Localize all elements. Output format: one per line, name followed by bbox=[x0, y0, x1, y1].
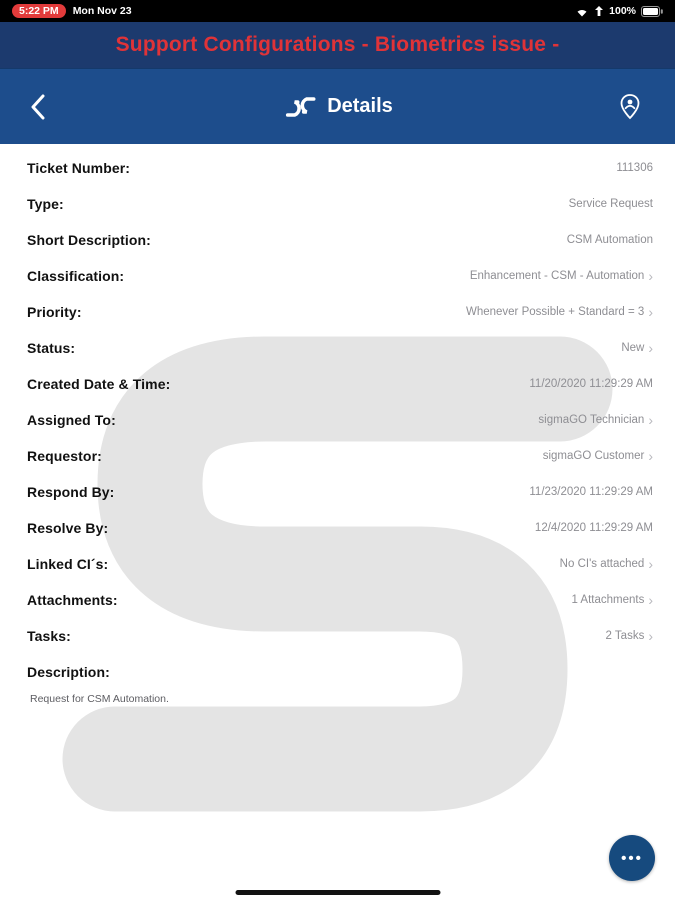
brand-logo-icon bbox=[282, 94, 318, 120]
field-row[interactable] bbox=[0, 294, 675, 330]
chevron-right-icon: › bbox=[648, 268, 653, 284]
field-value-group bbox=[616, 162, 653, 174]
field-label: Description: bbox=[27, 664, 110, 680]
wifi-icon bbox=[575, 6, 589, 17]
field-label: Type: bbox=[27, 196, 64, 212]
chevron-right-icon: › bbox=[648, 304, 653, 320]
field-value: 1 Attachments bbox=[571, 594, 645, 606]
field-value: Service Request bbox=[568, 198, 653, 210]
field-label: Short Description: bbox=[27, 232, 151, 248]
field-value: New bbox=[621, 342, 645, 354]
chevron-right-icon: › bbox=[648, 412, 653, 428]
field-row bbox=[0, 654, 675, 690]
field-row bbox=[0, 474, 675, 510]
field-row bbox=[0, 366, 675, 402]
field-value-group bbox=[560, 557, 653, 571]
field-row[interactable] bbox=[0, 438, 675, 474]
nav-bar bbox=[0, 68, 675, 144]
chevron-right-icon: › bbox=[648, 448, 653, 464]
home-indicator[interactable] bbox=[235, 890, 440, 895]
status-bar bbox=[0, 0, 675, 22]
field-label: Linked CI´s: bbox=[27, 556, 109, 572]
field-value: 11/20/2020 11:29:29 AM bbox=[529, 378, 653, 390]
chevron-left-icon bbox=[30, 94, 45, 120]
field-value-group bbox=[466, 305, 653, 319]
field-value-group bbox=[529, 486, 653, 498]
chevron-right-icon: › bbox=[648, 556, 653, 572]
field-value: sigmaGO Technician bbox=[538, 414, 645, 426]
field-value: sigmaGO Customer bbox=[542, 450, 645, 462]
field-row bbox=[0, 510, 675, 546]
field-value-group bbox=[569, 198, 653, 210]
field-row bbox=[0, 186, 675, 222]
field-value: Whenever Possible + Standard = 3 bbox=[465, 306, 645, 318]
field-value: 11/23/2020 11:29:29 AM bbox=[529, 486, 653, 498]
field-row[interactable] bbox=[0, 330, 675, 366]
notification-banner[interactable] bbox=[0, 22, 675, 68]
field-value-group bbox=[543, 449, 653, 463]
more-actions-fab[interactable] bbox=[609, 835, 655, 881]
map-pin-person-icon bbox=[617, 93, 643, 121]
chevron-right-icon: › bbox=[648, 592, 653, 608]
more-dots-icon: ••• bbox=[621, 849, 643, 867]
field-value-group bbox=[567, 234, 653, 246]
field-label: Attachments: bbox=[27, 592, 118, 608]
field-label: Requestor: bbox=[27, 448, 102, 464]
chevron-right-icon: › bbox=[648, 340, 653, 356]
recording-time-pill[interactable]: 5:22 PM bbox=[12, 4, 66, 18]
orientation-lock-icon bbox=[594, 6, 604, 17]
field-value: 2 Tasks bbox=[605, 630, 645, 642]
field-value-group bbox=[538, 413, 653, 427]
field-label: Status: bbox=[27, 340, 76, 356]
fields-list bbox=[0, 150, 675, 690]
field-label: Respond By: bbox=[27, 484, 115, 500]
field-row bbox=[0, 150, 675, 186]
field-label: Ticket Number: bbox=[27, 160, 131, 176]
field-value-group bbox=[529, 378, 653, 390]
map-pin-button[interactable] bbox=[613, 89, 647, 125]
page-title: Details bbox=[327, 95, 393, 117]
field-row[interactable] bbox=[0, 258, 675, 294]
field-value-group bbox=[571, 593, 653, 607]
field-row[interactable] bbox=[0, 582, 675, 618]
field-value-group bbox=[535, 522, 653, 534]
field-value: Enhancement - CSM - Automation bbox=[469, 270, 645, 282]
field-label: Priority: bbox=[27, 304, 82, 320]
status-bar-right bbox=[575, 5, 663, 17]
field-value-group bbox=[621, 341, 653, 355]
nav-title-group bbox=[282, 94, 393, 120]
field-value: 111306 bbox=[616, 162, 653, 174]
battery-percent: 100% bbox=[609, 5, 636, 17]
back-button[interactable] bbox=[26, 90, 49, 124]
field-label: Resolve By: bbox=[27, 520, 109, 536]
description-text: Request for CSM Automation. bbox=[30, 693, 169, 705]
field-row[interactable] bbox=[0, 546, 675, 582]
details-content bbox=[0, 144, 675, 900]
field-label: Created Date & Time: bbox=[27, 376, 171, 392]
field-label: Classification: bbox=[27, 268, 125, 284]
field-value: CSM Automation bbox=[566, 234, 653, 246]
field-value-group bbox=[470, 269, 653, 283]
banner-text: Support Configurations - Biometrics issue - bbox=[115, 33, 560, 56]
field-value: No CI's attached bbox=[559, 558, 645, 570]
field-row[interactable] bbox=[0, 618, 675, 654]
battery-icon bbox=[641, 6, 663, 17]
field-value: 12/4/2020 11:29:29 AM bbox=[534, 522, 653, 534]
field-row bbox=[0, 222, 675, 258]
field-label: Assigned To: bbox=[27, 412, 116, 428]
chevron-right-icon: › bbox=[648, 628, 653, 644]
field-value-group bbox=[606, 629, 653, 643]
status-bar-left bbox=[12, 4, 132, 18]
field-label: Tasks: bbox=[27, 628, 71, 644]
field-row[interactable] bbox=[0, 402, 675, 438]
status-date: Mon Nov 23 bbox=[72, 5, 132, 17]
